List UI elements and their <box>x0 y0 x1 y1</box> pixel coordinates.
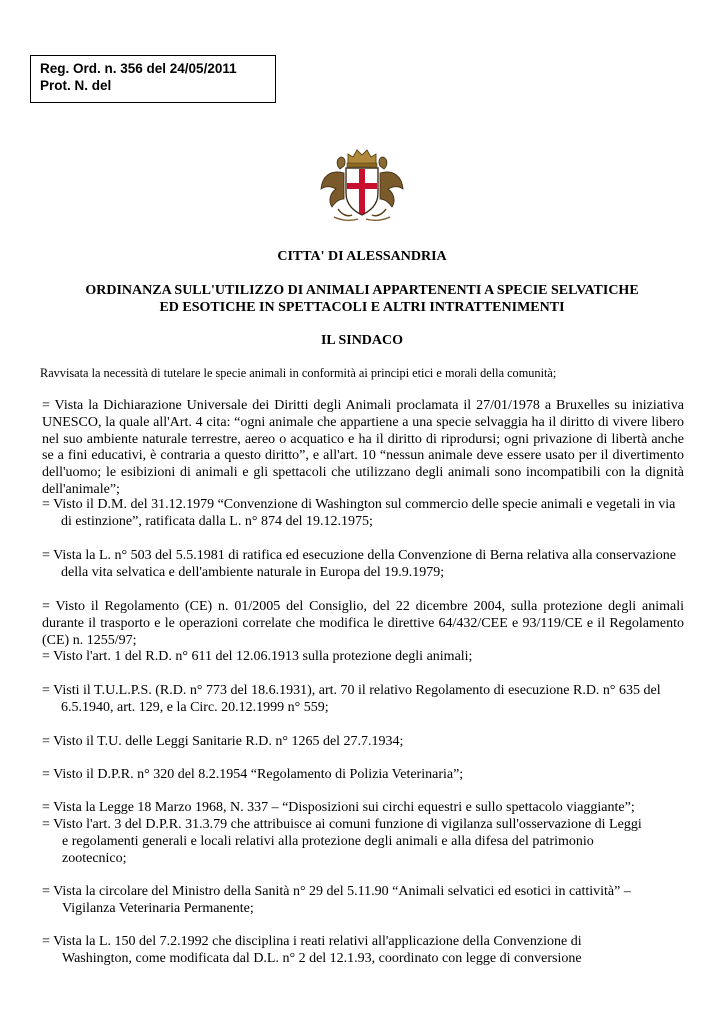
paragraph-universal-declaration: = Vista la Dichiarazione Universale dei Diritti degli Animali proclamata il 27/01/1978 a Bruxelles su iniziativa UNESCO, la quale all'Art. 4 cita: “ogni animale che appartiene a una specie selvaggia ha il diritto di vivere libero nel suo ambiente naturale terrestre, aereo o acquatico e ha il diritto di riprodursi; ogni privazione di libertà anche se a fini educativi, è contraria a questo diritto”, e all'art. 10 “nessun animale deve essere usato per il divertimento dell'uomo; le esibizioni di animali e gli spettacoli che utilizzano degli animali sono incompatibili con la dignità dell'animale”; <box>42 398 684 497</box>
protocol-reference-box <box>30 55 276 103</box>
intro-paragraph: Ravvisata la necessità di tutelare le specie animali in conformità ai principi etici e morali della comunità; <box>40 366 557 380</box>
paragraph-law-503: = Vista la L. n° 503 del 5.5.1981 di ratifica ed esecuzione della Convenzione di Berna relativa alla conservazione della vita selvatica e dell'ambiente naturale in Europa del 19.9.1979; <box>42 548 676 580</box>
paragraph-dpr-31-3-79: = Visto l'art. 3 del D.P.R. 31.3.79 che attribuisce ai comuni funzione di vigilanza sull'osservazione di Leggi e regolamenti generali e locali relativi alla protezione degli animali e alla difesa del patrimonio zootecnico; <box>42 817 642 866</box>
paragraph-dm-1979: = Visto il D.M. del 31.12.1979 “Convenzione di Washington sul commercio delle specie animali e vegetali in via di estinzione”, ratificata dalla L. n° 874 del 19.12.1975; <box>42 497 676 529</box>
reg-ord-number: Reg. Ord. n. 356 del 24/05/2011 <box>40 61 237 76</box>
paragraph-dpr-320: = Visto il D.P.R. n° 320 del 8.2.1954 “Regolamento di Polizia Veterinaria”; <box>42 767 464 782</box>
paragraph-law-150: = Vista la L. 150 del 7.2.1992 che disciplina i reati relativi all'applicazione della Convenzione di Washington, come modificata dal D.L. n° 2 del 12.1.93, coordinato con legge di conversione <box>42 934 582 966</box>
city-name-heading: CITTA' DI ALESSANDRIA <box>277 249 447 264</box>
ordinance-title-line1: ORDINANZA SULL'UTILIZZO DI ANIMALI APPARTENENTI A SPECIE SELVATICHE <box>85 283 639 298</box>
mayor-heading: IL SINDACO <box>320 333 404 348</box>
ordinance-title <box>40 282 684 316</box>
paragraph-tulps: = Visti il T.U.L.P.S. (R.D. n° 773 del 18.6.1931), art. 70 il relativo Regolamento di esecuzione R.D. n° 635 del 6.5.1940, art. 129, e la Circ. 20.12.1999 n° 559; <box>42 683 661 715</box>
prot-number: Prot. N. del <box>40 78 112 93</box>
paragraph-rd-611: = Visto l'art. 1 del R.D. n° 611 del 12.06.1913 sulla protezione degli animali; <box>42 649 473 664</box>
paragraph-tu-leggi-sanitarie: = Visto il T.U. delle Leggi Sanitarie R.D. n° 1265 del 27.7.1934; <box>42 734 404 749</box>
paragraph-regulation-ce: = Visto il Regolamento (CE) n. 01/2005 del Consiglio, del 22 dicembre 2004, sulla protezione degli animali durante il trasporto e le operazioni correlate che modifica le direttive 64/432/CEE e 93/119/CE e il Regolamento (CE) n. 1255/97; <box>42 599 684 648</box>
paragraph-circolare-29: = Vista la circolare del Ministro della Sanità n° 29 del 5.11.90 “Animali selvatici ed esotici in cattività” – Vigilanza Veterinaria Permanente; <box>42 884 631 916</box>
paragraph-law-337: = Vista la Legge 18 Marzo 1968, N. 337 – “Disposizioni sui circhi equestri e sullo spettacolo viaggiante”; <box>42 800 635 815</box>
ordinance-title-line2: ED ESOTICHE IN SPETTACOLI E ALTRI INTRATTENIMENTI <box>159 300 565 315</box>
city-coat-of-arms-icon <box>318 143 406 225</box>
